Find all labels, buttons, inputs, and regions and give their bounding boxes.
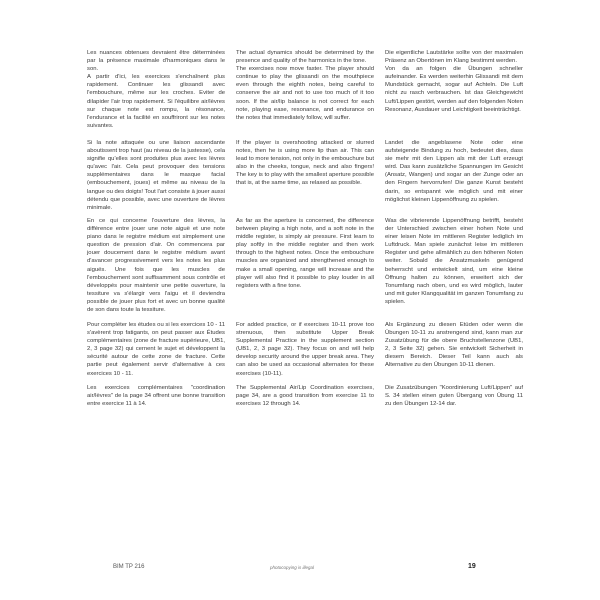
paragraph-group bbox=[87, 49, 225, 130]
paragraph: Pour compléter les études ou si les exercices 10 - 11 s'avèrent trop fatigants, on peut passer aux Études complémentaires (zone de fracture supérieure, UB1, 2, 3 page 32) qui cernent le sujet et développent la sécurité autour de cette zone de fracture. Cette partie peut également servir d'alternative à ces exercices 10 - 11. bbox=[87, 322, 225, 377]
paragraph: Was die vibrierende Lippenöffnung betrifft, besteht der Unterschied zwischen einer hohen Note und einer leisen Note im mittleren Register lediglich im Luftdruck. Man spiele zunächst leise im mittleren Register und gehe allmählich zu den höheren Noten weiter. Sobald die Ansatzmuskeln genügend beherrscht und entwickelt sind, um eine kleine Öffnung halten zu können, erweitert sich der Tonumfang nach oben, und es wird möglich, lauter und mit guter Klangqualität im ganzen Tonumfang zu spielen. bbox=[385, 218, 523, 305]
paragraph: Landet die angeblasene Note oder eine aufsteigende Bindung zu hoch, bedeutet dies, dass sie mehr mit den Lippen als mit der Luft erzeugt wird. Das kann zusätzliche Spannungen im Gesicht (Ansatz, Wangen) und sogar an der Zunge oder an den Fingern hervorrufen! Die ganze Kunst besteht darin, so entspannt wie möglich und mit einer möglichst kleinen Lippenöffnung zu spielen. bbox=[385, 140, 523, 203]
paragraph: En ce qui concerne l'ouverture des lèvres, la différence entre jouer une note aiguë et une note piano dans le registre médium est simplement une question de pression d'air. On commencera par jouer doucement dans le registre médium avant d'avancer progressivement vers les notes les plus aiguës. Une fois que les muscles de l'embouchement sont suffisamment sous contrôle et développés pour maintenir une petite ouverture, la tessiture va s'élargir vers l'aigu et il deviendra possible de jouer plus fort et avec un bonne qualité de son dans toute la tessiture. bbox=[87, 218, 225, 314]
paragraph: Die eigentliche Lautstärke sollte von der maximalen Präsenz an Obertönen im Klang bestimmt werden. bbox=[385, 50, 523, 65]
catalog-number: BIM TP 216 bbox=[113, 564, 145, 570]
paragraph: Les exercices complémentaires "coordination air/lèvres" de la page 34 offrent une bonne transition entre exercice 11 à 14. bbox=[87, 385, 225, 408]
paragraph: Les nuances obtenues devraient être déterminées par la présence maximale d'harmoniques dans le son. bbox=[87, 50, 225, 73]
paragraph: The Supplemental Air/Lip Coordination exercises, page 34, are a good transition from exercise 11 to exercises 12 through 14. bbox=[236, 385, 374, 408]
paragraph: If the player is overshooting attacked or slurred notes, then he is using more lip than air. This can lead to more tension, not only in the embouchure but also in the cheeks, tongue, neck and also fingers! The key is to play with the smallest aperture possible that is, at the same time, as relaxed as possible. bbox=[236, 140, 374, 187]
paragraph: Von da an folgen die Übungen schneller aufeinander. Es werden weiterhin Glissandi mit dem Mundstück gemacht, sogar auf Achteln. Die Luft nicht zu rasch verbrauchen. Ist das Gleichgewicht Luft/Lippen gestört, werden auf den folgenden Noten Resonanz, Ausdauer und Leichtigkeit beeinträchtigt. bbox=[385, 66, 523, 113]
page-number: 19 bbox=[468, 563, 476, 570]
paragraph: The actual dynamics should be determined by the presence and quality of the harmonics in the tone. bbox=[236, 50, 374, 65]
paragraph: The exercises now move faster. The player should continue to play the glissandi on the mouthpiece even through the eighth notes, being careful to conserve the air and not to use too much of it too soon. If the air/lip balance is not correct for each note, playing ease, resonance, and endurance on the notes that immediately follow, will suffer. bbox=[236, 66, 374, 121]
paragraph: Die Zusatzübungen "Koordinierung Luft/Lippen" auf S. 34 stellen einen guten Übergang von Übung 11 zu den Übungen 12-14 dar. bbox=[385, 385, 523, 408]
paragraph-group bbox=[385, 49, 523, 114]
paragraph: A partir d'ici, les exercices s'enchaînent plus rapidement. Continuer les glissandi avec l'embouchure, même sur les croches. Eviter de dilapider l'air trop rapidement. Si l'équilibre air/lèvres sur chaque note est rompu, la résonance, l'endurance et la facilité en souffriront sur les notes suivantes. bbox=[87, 74, 225, 129]
copyright-notice: photocopying is illegal bbox=[270, 565, 315, 570]
paragraph: Si la note attaquée ou une liaison ascendante aboutissent trop haut (au niveau de la justesse), cela signifie qu'elles sont produites plus avec les lèvres qu'avec l'air. Cela peut provoquer des tensions supplémentaires dans le masque facial (embouchement, joues) et même au niveau de la langue ou des doigts! Tout l'art consiste à jouer aussi détendu que possible, avec une ouverture de lèvres minimale. bbox=[87, 140, 225, 211]
paragraph: Als Ergänzung zu diesen Etüden oder wenn die Übungen 10-11 zu anstrengend sind, kann man zur Zusatzübung für die obere Bruchstellenzone (UB1, 2, 3 Seite 32) gehen. Sie entwickelt Sicherheit in diesem Bereich. Dieser Teil kann auch als Alternative zu den Übungen 10-11 dienen. bbox=[385, 322, 523, 369]
paragraph: For added practice, or if exercises 10-11 prove too strenuous, then substitute Upper Break Supplemental Practice in the supplement section (UB1, 2, 3 page 32). They focus on and will help develop security around the upper break area. They can also be used as occasional alternates for these exercises (10-11). bbox=[236, 322, 374, 377]
paragraph-group bbox=[236, 49, 374, 122]
paragraph: As far as the aperture is concerned, the difference between playing a high note, and a soft note in the middle register, is simply air pressure. First learn to play softly in the middle register and then work through to the highest notes. Once the embouchure muscles are organized and strengthened enough to make a small opening, range will increase and the player will also find it possible to play louder in all registers with a fine tone. bbox=[236, 218, 374, 289]
